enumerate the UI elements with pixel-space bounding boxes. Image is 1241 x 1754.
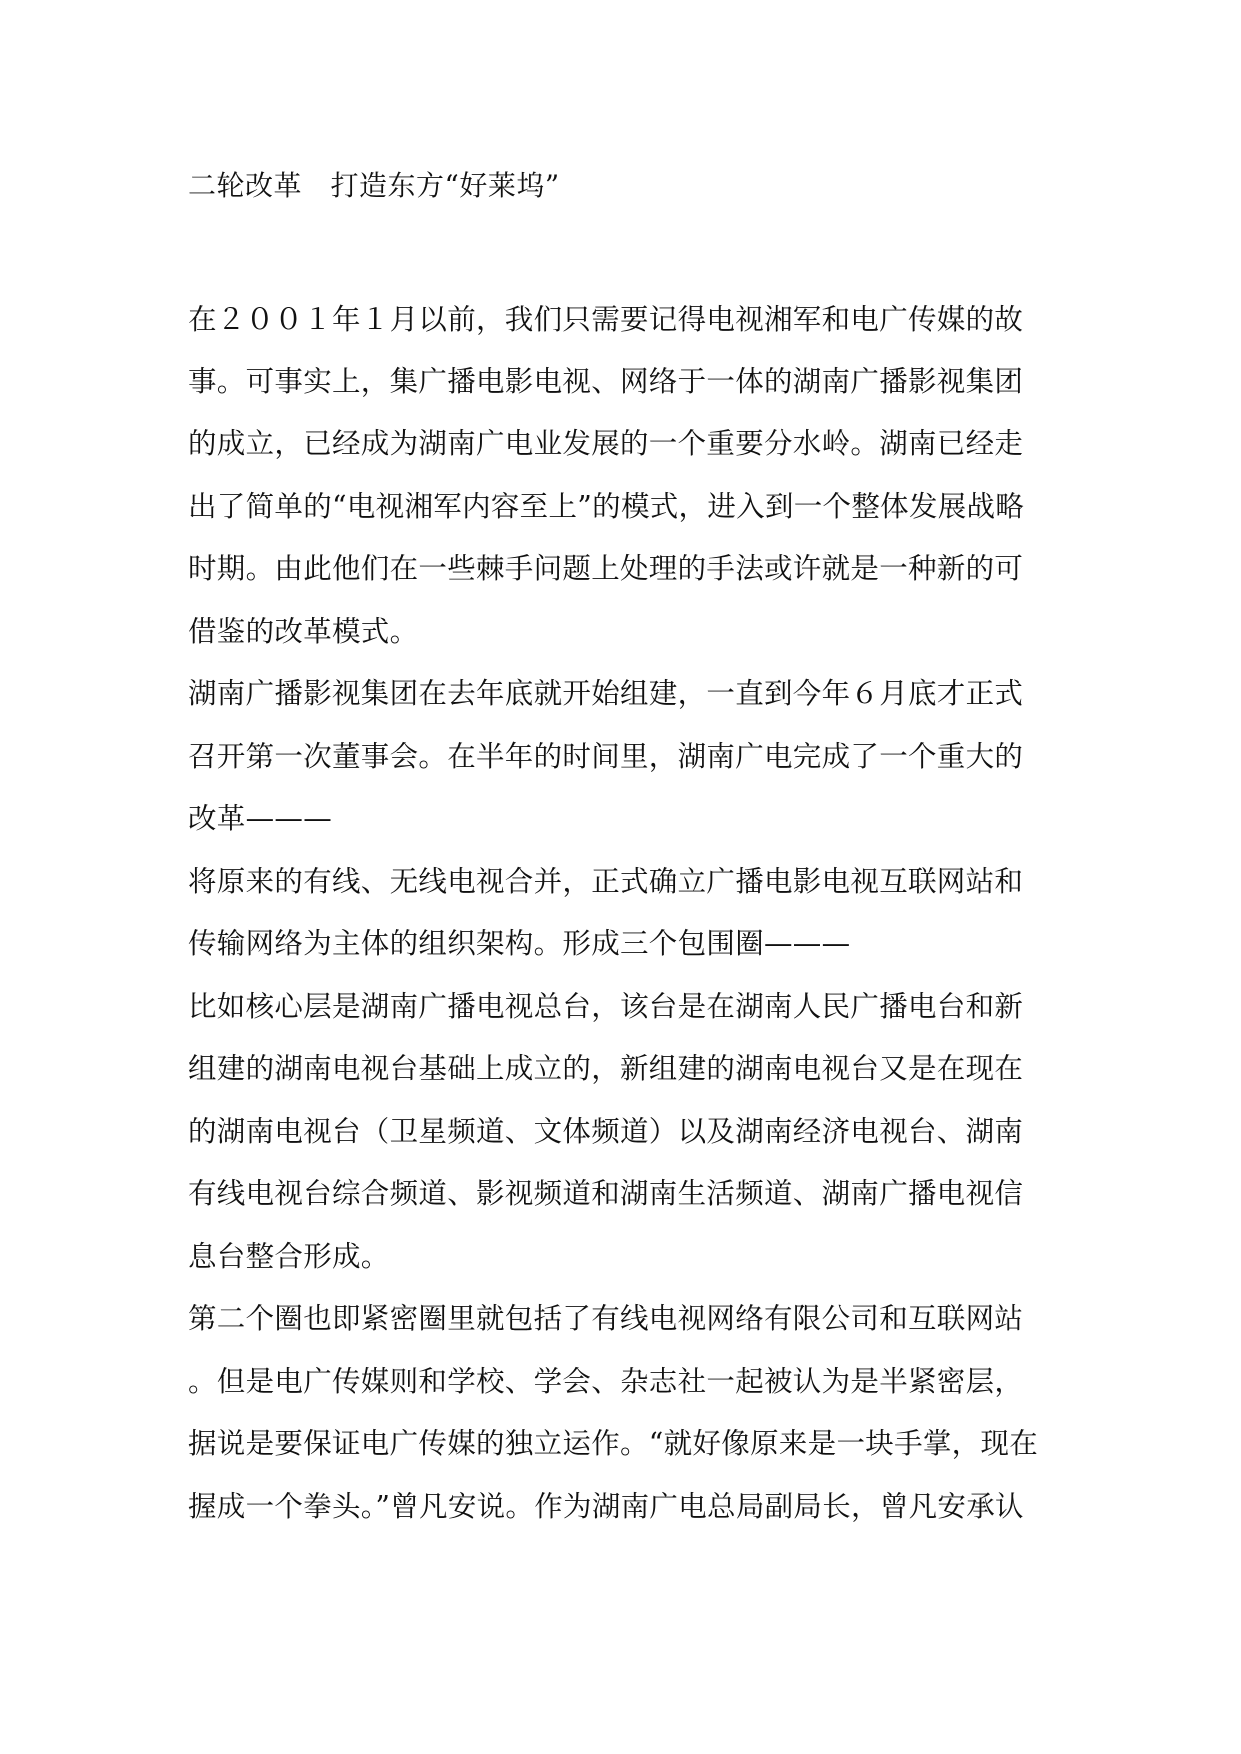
text-line: 。但是电广传媒则和学校、学会、杂志社一起被认为是半紧密层， [188, 1365, 1024, 1398]
text-line: 出了简单的“电视湘军内容至上”的模式，进入到一个整体发展战略 [188, 490, 1025, 523]
text-line: 在２００１年１月以前，我们只需要记得电视湘军和电广传媒的故 [188, 303, 1024, 336]
text-line: 组建的湖南电视台基础上成立的，新组建的湖南电视台又是在现在 [188, 1052, 1024, 1085]
text-line: 有线电视台综合频道、影视频道和湖南生活频道、湖南广播电视信 [188, 1177, 1024, 1210]
text-line: 传输网络为主体的组织架构。形成三个包围圈——— [188, 927, 851, 960]
article-title: 二轮改革 打造东方“好莱坞” [188, 169, 560, 202]
text-line: 事。可事实上，集广播电影电视、网络于一体的湖南广播影视集团 [188, 365, 1024, 398]
text-line: 时期。由此他们在一些棘手问题上处理的手法或许就是一种新的可 [188, 552, 1024, 585]
text-line: 据说是要保证电广传媒的独立运作。“就好像原来是一块手掌，现在 [188, 1427, 1039, 1460]
text-line: 的成立，已经成为湖南广电业发展的一个重要分水岭。湖南已经走 [188, 427, 1024, 460]
text-line: 息台整合形成。 [188, 1240, 390, 1273]
text-line: 湖南广播影视集团在去年底就开始组建，一直到今年６月底才正式 [188, 677, 1024, 710]
text-line: 召开第一次董事会。在半年的时间里，湖南广电完成了一个重大的 [188, 740, 1024, 773]
text-line: 的湖南电视台（卫星频道、文体频道）以及湖南经济电视台、湖南 [188, 1115, 1024, 1148]
text-line: 握成一个拳头。”曾凡安说。作为湖南广电总局副局长，曾凡安承认 [188, 1490, 1024, 1523]
text-line: 借鉴的改革模式。 [188, 615, 419, 648]
text-line: 将原来的有线、无线电视合并，正式确立广播电影电视互联网站和 [188, 865, 1024, 898]
text-line: 第二个圈也即紧密圈里就包括了有线电视网络有限公司和互联网站 [188, 1302, 1024, 1335]
text-line: 改革——— [188, 802, 333, 835]
text-line: 比如核心层是湖南广播电视总台，该台是在湖南人民广播电台和新 [188, 990, 1024, 1023]
